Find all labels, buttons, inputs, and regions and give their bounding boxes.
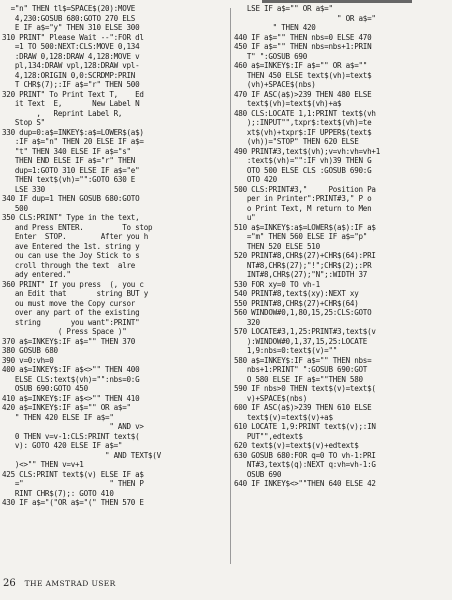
code-line: xt$(vh)+txpr$:IF UPPER$(text$ [234,127,372,137]
code-line: 4,128:ORIGIN 0,0:SCRDMP:PRIN [2,70,136,80]
page-number: 26 [3,578,16,589]
code-line: 620 text$(v)=text$(v)+edtext$ [234,441,359,450]
page-footer [3,578,116,589]
code-line: ou must move the Copy cursor [2,298,136,308]
code-line: OSUB 690 [234,469,282,479]
code-line: 480 CLS:LOCATE 1,1:PRINT text$(vh [234,108,376,118]
code-line: 550 PRINT#8,CHR$(27)+CHR$(64) [234,298,359,308]
code-line: 430 IF a$="("OR a$="(" THEN 570 E [2,498,144,507]
code-line: :DRAW 0,128:DRAW 4,128:MOVE v [2,51,140,61]
code-line: u" [234,213,256,222]
code-line: =1 TO 500:NEXT:CLS:MOVE 0,134 [2,42,140,51]
code-line: LSE 330 [2,184,45,194]
code-line: string you want":PRINT" [2,317,140,327]
code-line: :IF a$="n" THEN 20 ELSE IF a$= [2,137,144,146]
code-line: 350 CLS:PRINT" Type in the text, [2,213,140,222]
code-line: 590 IF nbs>0 THEN text$(v)=text$( [234,384,376,393]
code-line: v): GOTO 420 ELSE IF a$=" [2,441,123,450]
code-line: croll through the text alre [2,260,136,270]
code-line: 4,230:GOSUB 680:GOTO 270 ELS [2,13,136,23]
code-line: ou can use the Joy Stick to s [2,251,140,260]
code-line: 580 a$=INKEY$:IF a$="" THEN nbs= [234,355,372,365]
code-line: O 580 ELSE IF a$=""THEN 580 [234,374,363,384]
code-line: 310 PRINT" Please Wait --":FOR dl [2,32,144,42]
code-line: text$(v)=text$(v)+a$ [234,412,333,422]
code-line: ave Entered the 1st. string y [2,241,140,251]
code-line: nbs+1:PRINT" ":GOSUB 690:GOT [234,365,368,374]
code-line: NT#8,CHR$(27);"!";CHR$(2);:PR [234,260,372,270]
code-line: 640 IF INKEY$<>""THEN 640 ELSE 42 [234,479,376,488]
code-line: PUT"",edtext$ [234,431,303,441]
code-line: );:INPUT"",txpr$:text$(vh)=te [234,118,372,127]
code-line: =" " THEN P [2,479,144,488]
code-line: o Print Text, M return to Men [234,203,372,213]
code-line: THEN END ELSE IF a$="r" THEN [2,156,136,165]
code-line: 425 CLS:PRINT text$(v) ELSE IF a$ [2,469,144,479]
code-line: text$(vh)=text$(vh)+a$ [234,99,342,108]
code-line: ="m" THEN 560 ELSE IF a$="p" [234,232,368,241]
code-line: OTO 420 [234,175,277,184]
code-line: 420 a$=INKEY$:IF a$="" OR a$=" [2,403,131,412]
code-line: 630 GOSUB 680:FOR q=0 TO vh-1:PRI [234,450,376,460]
code-line: 330 dup=0:a$=INKEY$:a$=LOWER$(a$) [2,127,144,137]
code-line: 340 IF dup=1 THEN GOSUB 680:GOTO [2,194,140,203]
code-line: per in Printer":PRINT#3," P o [234,194,372,203]
code-line: 440 IF a$="" THEN nbs=0 ELSE 470 [234,32,372,42]
code-line: 530 FOR xy=0 TO vh-1 [234,279,320,289]
code-line: :text$(vh)="":IF vh)39 THEN G [234,156,372,165]
code-line: 560 WINDOW#0,1,80,15,25:CLS:GOTO [234,308,372,317]
code-line: it Text E, New Label N [2,99,140,108]
code-line: 410 a$=INKEY$:IF a$<>"" THEN 410 [2,393,140,403]
code-line: Stop S" [2,118,45,127]
column-divider [230,8,231,564]
code-line: 600 IF ASC(a$)>239 THEN 610 ELSE [234,403,372,412]
code-line: 500 [2,203,28,213]
code-line: THEN 450 ELSE text$(vh)=text$ [234,70,372,80]
code-line: dup=1:GOTO 310 ELSE IF a$="e" [2,165,140,175]
code-line: "t" THEN 340 ELSE IF a$="s" [2,146,131,156]
code-line: " OR a$=" [234,13,376,23]
code-line: THEN 520 ELSE 510 [234,241,320,251]
code-line: 570 LOCATE#3,1,25:PRINT#3,text$(v [234,327,376,336]
code-line: 610 LOCATE 1,9:PRINT text$(v);:IN [234,422,376,431]
code-line: OTO 500 ELSE CLS :GOSUB 690:G [234,165,372,175]
code-line: )<>"" THEN v=v+1 [2,460,84,469]
code-line: THEN text$(vh)="":GOTO 630 E [2,175,136,184]
code-line: " AND v> [2,422,144,431]
code-line: 500 CLS:PRINT#3," Position Pa [234,184,376,194]
code-line: over any part of the existing [2,308,140,317]
code-line: 380 GOSUB 680 [2,346,58,355]
code-line: 320 [234,317,260,327]
code-line: 0 THEN v=v-1:CLS:PRINT text$( [2,431,140,441]
code-line: 320 PRINT" To Print Text T, Ed [2,89,144,99]
code-line: ady entered." [2,270,71,279]
code-line: 1,9:nbs=0:text$(v)="" [234,346,338,355]
code-line: T CHR$(7);:IF a$="r" THEN 500 [2,80,140,89]
code-line: v)+SPACE$(nbs) [234,393,307,403]
code-line: Enter STOP. After you h [2,232,148,241]
code-line: and Press ENTER. To stop [2,222,153,232]
code-line: (vh))="STOP" THEN 620 ELSE [234,137,359,146]
code-line: INT#8,CHR$(27);"N";:WIDTH 37 [234,270,368,279]
code-listing-left-column [2,4,228,570]
code-line: ELSE CLS:text$(vh)="":nbs=0:G [2,374,140,384]
code-line: NT#3,text$(q):NEXT q:vh=vh-1:G [234,460,376,469]
code-line: 390 v=0:vh=0 [2,355,54,365]
code-line: 370 a$=INKEY$:IF a$="" THEN 370 [2,336,136,346]
code-line: 520 PRINT#8,CHR$(27)+CHR$(64):PRI [234,251,376,260]
code-line: 490 PRINT#3,text$(vh);v=vh:vh=vh+1 [234,146,380,156]
code-line: 450 IF a$="" THEN nbs=nbs+1:PRIN [234,42,372,51]
code-line: 470 IF ASC(a$)>239 THEN 480 ELSE [234,89,372,99]
code-line: RINT CHR$(7);: GOTO 410 [2,488,114,498]
code-line: 540 PRINT#8,text$(xy):NEXT xy [234,289,359,298]
code-line: (vh)+SPACE$(nbs) [234,80,316,89]
code-line: an Edit that string BUT y [2,289,148,298]
magazine-title: THE AMSTRAD USER [24,579,116,588]
code-line: " THEN 420 ELSE IF a$=" [2,412,114,422]
code-line: 510 a$=INKEY$:a$=LOWER$(a$):IF a$ [234,222,376,232]
top-rule [262,0,412,3]
code-line: E IF a$="y" THEN 310 ELSE 300 [2,23,140,32]
code-line: 460 a$=INKEY$:IF a$="" OR a$="" [234,61,368,70]
code-line: T" ":GOSUB 690 [234,51,307,61]
code-line: 360 PRINT" If you press (, you c [2,279,144,289]
code-line: 400 a$=INKEY$:IF a$<>"" THEN 400 [2,365,140,374]
code-line: , Reprint Label R, [2,108,123,118]
code-line: " AND TEXT$(V [2,450,161,460]
code-listing-right-column [234,4,450,570]
code-line: " THEN 420 [234,23,316,32]
code-line: ):WINDOW#0,1,37,15,25:LOCATE [234,336,368,346]
code-line: ="n" THEN tl$=SPACE$(20):MOVE [2,4,136,13]
code-line: ( Press Space )" [2,327,127,336]
code-line: LSE IF a$="" OR a$=" [234,4,333,13]
code-line: OSUB 690:GOTO 450 [2,384,88,393]
code-line: pl,134:DRAW vpl,128:DRAW vpl- [2,61,140,70]
